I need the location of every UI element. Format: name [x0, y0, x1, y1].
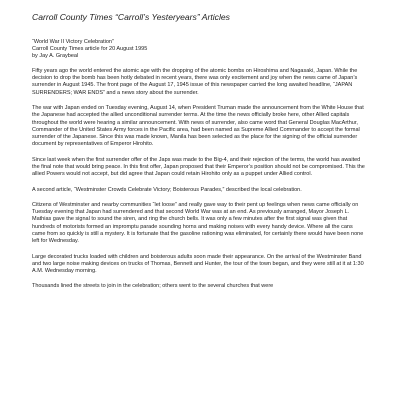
paragraph: Thousands lined the streets to join in the celebration; others went to the several churches that were — [32, 283, 274, 290]
article-byline: by Jay A. Graybeal — [32, 53, 79, 59]
article-meta — [32, 39, 367, 60]
paragraph: A second article, “Westminster Crowds Celebrate Victory; Boisterous Parades,” described the local celebration. — [32, 186, 302, 193]
paragraph: Citizens of Westminster and nearby communities “let loose” and really gave way to their pent up feelings when news came officially on Tuesday evening that Japan had surrendered and that second World War was at an end. As previously arranged, Mayor Joseph L. Mathias gave the signal to sound the siren, and ring the church bells. It was only a few minutes after the first signal was given that hundreds of motorists formed an impromptu parade sounding horns and making noises with every handy device. Where all the cans came from so quickly is still a mystery. It is fortunate that the gasoline rationing was eliminated, for certainly there would have been none left for Wednesday. — [32, 202, 364, 245]
paragraph: The war with Japan ended on Tuesday evening, August 14, when President Truman made the announcement from the White House that the Japanese had accepted the allied unconditional surrender terms. At the time the news officially broke here, other Allied capitals throughout the world were hearing a similar announcement. With news of surrender, also came word that General Douglas MacArthur, Commander of the United States Army forces in the Pacific area, had been named as Supreme Allied Commander to accept the formal surrender of the Japanese. Since this was made known, Manila has been selected as the place for the signing of the official surrender document by representatives of Emperor Hirohito. — [32, 105, 364, 148]
article-headline: “World War II Victory Celebration” — [32, 39, 114, 45]
document-title: Carroll County Times “Carroll’s Yesteryears” Articles — [32, 12, 230, 22]
paragraph: Since last week when the first surrender offer of the Japs was made to the Big-4, and their rejection of the terms, the world has awaited the final note that would bring peace. In this first offer, Japan proposed that their Emperor’s position should not be compromised. This the allied Powers would not accept, but did agree that Japan could retain Hirohito only as a puppet under Allied control. — [32, 156, 365, 178]
article-source: Carroll County Times article for 20 August 1995 — [32, 46, 148, 52]
paragraph: Large decorated trucks loaded with children and boisterous adults soon made their appearance. On the arrival of the Westminster Band and two large noise making devices on trucks of Thomas, Bennett and Hunter, the tour of the town began, and they were still at it at 1:30 A.M. Wednesday morning. — [32, 253, 364, 274]
paragraph: Fifty years ago the world entered the atomic age with the dropping of the atomic bombs on Hiroshima and Nagasaki, Japan. While the decision to drop the bomb has been hotly debated in recent years, there was only excitement and joy when the news came of Japan’s surrender in August 1945. The front page of the August 17, 1945 issue of this newspaper carried the long awaited headline, “JAPAN SURRENDERS; WAR ENDS” and a news story about the surrender. — [32, 68, 358, 96]
